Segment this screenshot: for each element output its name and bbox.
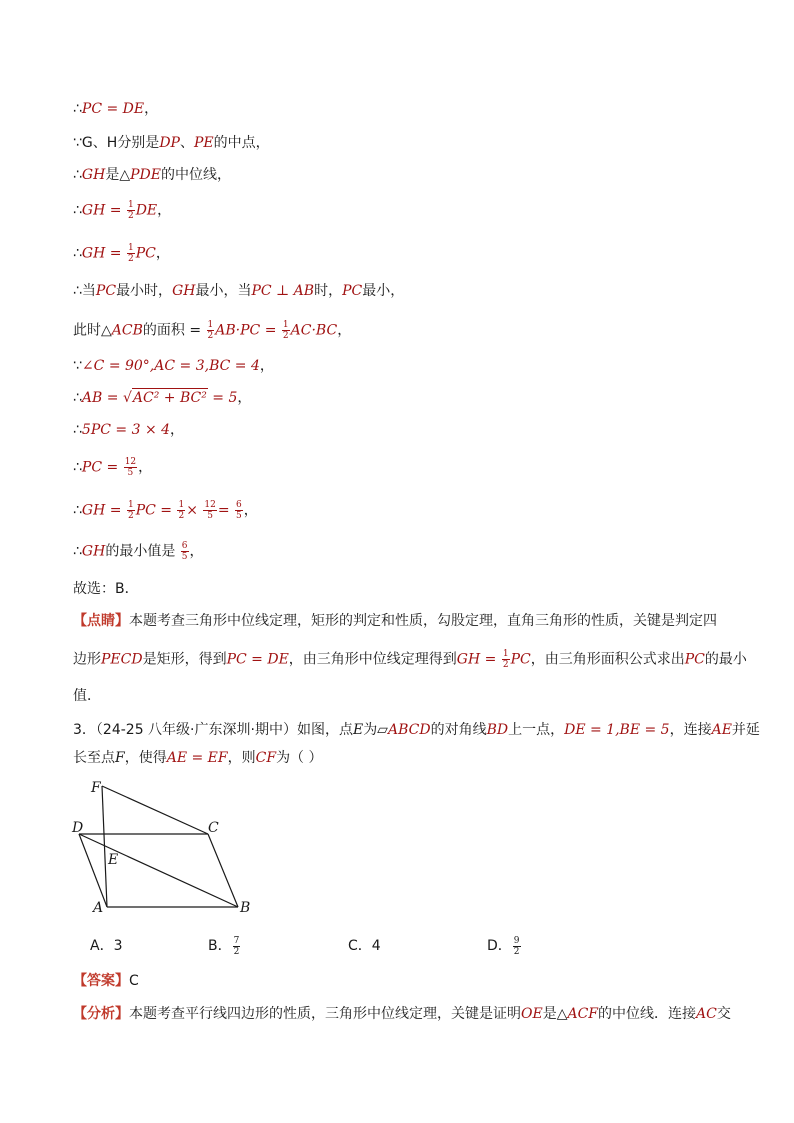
equation: AE = EF — [166, 750, 228, 766]
fraction — [203, 500, 216, 521]
label-d: D — [72, 820, 84, 836]
fraction — [177, 500, 185, 521]
option-d[interactable] — [487, 935, 522, 957]
fraction — [233, 936, 241, 957]
comment-text: 本题考查三角形中位线定理，矩形的判定和性质，勾股定理，直角三角形的性质，关键是判定四 — [129, 613, 717, 629]
equation: PC = DE — [226, 651, 289, 668]
fraction-denominator: 2 — [502, 660, 509, 670]
therefore-symbol: ∴ — [73, 167, 82, 183]
choice-line: 故选：B． — [73, 581, 139, 597]
therefore-symbol: ∴ — [73, 245, 82, 262]
diagonal-bd: BD — [486, 722, 509, 738]
fraction-numerator: 9 — [513, 935, 520, 946]
point-f: F — [115, 750, 125, 766]
step-10 — [73, 421, 184, 439]
step-text: 的中位线， — [160, 167, 231, 183]
point-names: G、H — [81, 135, 118, 151]
label-a: A — [93, 900, 104, 916]
fraction-numerator: 12 — [124, 457, 137, 467]
punctuation: ， — [138, 459, 153, 476]
fraction-numerator: 1 — [127, 243, 134, 253]
option-letter: D． — [487, 938, 512, 954]
equation: 5PC = 3 × 4 — [81, 422, 171, 438]
analysis-line — [73, 1005, 731, 1023]
label-e: E — [108, 852, 119, 868]
fraction-numerator: 6 — [236, 500, 242, 510]
segment-ae: AE — [711, 722, 732, 738]
equation-lhs: AB = — [81, 390, 119, 406]
fraction-denominator: 2 — [207, 331, 214, 341]
because-symbol: ∵ — [73, 135, 82, 151]
step-9 — [73, 388, 251, 407]
segment-cf: CF — [255, 750, 277, 766]
analysis-text: 本题考查平行线四边形的性质，三角形中位线定理，关键是证明 — [129, 1006, 521, 1022]
step-12 — [73, 500, 258, 521]
step-text: 最小时， — [116, 283, 173, 299]
fraction-denominator: 2 — [513, 946, 520, 957]
segment-cb — [208, 834, 238, 907]
therefore-symbol: ∴ — [73, 543, 82, 560]
separator: 、 — [179, 135, 194, 151]
option-letter: C． — [348, 938, 372, 954]
sqrt-sign: √ — [122, 390, 132, 406]
fraction — [207, 320, 215, 341]
comment-line-3: 值． — [73, 688, 101, 704]
fraction-numerator: 6 — [181, 541, 188, 551]
fraction — [127, 500, 135, 521]
question-text: 并延 — [731, 722, 760, 738]
fraction-denominator: 5 — [181, 552, 188, 562]
label-f: F — [91, 780, 101, 796]
option-letter: A． — [90, 938, 114, 954]
comment-line-2 — [73, 649, 747, 670]
parallelogram-abcd: ABCD — [387, 722, 431, 738]
fraction — [127, 200, 135, 221]
perpendicular-expr: PC ⊥ AB — [251, 283, 315, 299]
fraction-denominator: 2 — [127, 211, 134, 221]
comment-tag: 【点睛】 — [73, 613, 129, 629]
step-13 — [73, 541, 204, 562]
segment-gh: GH — [81, 167, 106, 183]
fraction-denominator: 2 — [127, 511, 134, 521]
step-text: 最小，当 — [195, 283, 252, 299]
equation-lhs: PC = — [81, 459, 119, 476]
equation-lhs: GH = — [81, 502, 122, 519]
punctuation: ， — [337, 322, 352, 339]
punctuation: ， — [155, 245, 170, 262]
punctuation: ， — [157, 202, 172, 219]
step-text: 分别是 — [117, 135, 160, 151]
punctuation: ， — [237, 390, 252, 406]
step-text: 此时△ — [73, 322, 112, 339]
fraction — [124, 457, 137, 478]
fraction-numerator: 1 — [282, 320, 289, 330]
option-a[interactable] — [90, 935, 123, 955]
comment-text: ，由三角形面积公式求出 — [530, 651, 685, 668]
given-lengths: DE = 1,BE = 5 — [564, 722, 670, 738]
fraction — [235, 500, 243, 521]
therefore-symbol: ∴ — [73, 202, 82, 219]
answer-value: C — [129, 973, 139, 989]
question-text: 上一点， — [508, 722, 565, 738]
question-source: （24-25 八年级·广东深圳·期中） — [95, 722, 297, 738]
equation-rhs: = 5 — [212, 390, 238, 406]
fraction — [513, 936, 521, 957]
because-symbol: ∵ — [73, 358, 82, 374]
equation-lhs: GH = — [81, 202, 122, 219]
punctuation: ， — [243, 502, 258, 519]
question-line-2 — [73, 749, 323, 767]
segment-fc — [102, 786, 208, 834]
therefore-symbol: ∴ — [73, 422, 82, 438]
label-c: C — [208, 820, 219, 836]
fraction-denominator: 2 — [127, 254, 134, 264]
fraction — [181, 541, 189, 562]
fraction-denominator: 5 — [127, 468, 134, 478]
fraction-denominator: 5 — [236, 511, 242, 521]
step-text: ∴当 — [73, 283, 96, 299]
step-4 — [73, 200, 171, 221]
fraction-numerator: 1 — [502, 649, 509, 659]
option-b[interactable] — [208, 935, 241, 957]
comment-text: 是矩形，得到 — [142, 651, 227, 668]
equation-lhs: GH = — [81, 245, 122, 262]
equation-lhs: GH = — [456, 651, 497, 668]
label-b: B — [240, 900, 251, 916]
segment-gh: GH — [172, 283, 196, 299]
analysis-text: 的中位线．连接 — [598, 1006, 697, 1022]
point-e: E — [352, 722, 364, 738]
step-text: 的面积 = — [142, 322, 202, 339]
comment-text: 的最小 — [704, 651, 747, 668]
punctuation: ， — [189, 543, 204, 560]
fraction-denominator: 5 — [207, 511, 213, 521]
punctuation: ， — [170, 422, 185, 438]
step-text: 的中点， — [213, 135, 270, 151]
equation-part: AB·PC = — [215, 322, 277, 339]
fraction — [502, 649, 510, 670]
step-6 — [73, 282, 404, 300]
geometry-figure — [60, 770, 270, 920]
step-text: 时， — [314, 283, 343, 299]
segment-ac: AC — [696, 1006, 717, 1022]
fraction-denominator: 2 — [282, 331, 289, 341]
analysis-tag: 【分析】 — [73, 1006, 129, 1022]
segment-pc: PC — [342, 283, 363, 299]
step-text: 的最小值是 — [105, 543, 176, 560]
punctuation: ， — [144, 101, 159, 117]
segment-pc: PC — [95, 283, 117, 299]
step-1 — [73, 100, 158, 118]
answer-line — [73, 972, 139, 990]
comment-text: 边形 — [73, 651, 101, 668]
therefore-symbol: ∴ — [73, 101, 82, 117]
option-value: 4 — [371, 938, 381, 954]
fraction-numerator: 7 — [233, 935, 240, 946]
quad-pecd: PECD — [101, 651, 143, 668]
option-c[interactable] — [348, 935, 381, 955]
equation-rhs: PC — [135, 245, 156, 262]
therefore-symbol: ∴ — [73, 459, 82, 476]
segment-gh: GH — [81, 543, 106, 560]
fraction-denominator: 2 — [178, 511, 185, 521]
equation-part: PC = — [135, 502, 172, 519]
step-5 — [73, 243, 170, 264]
question-text: 长至点 — [73, 750, 115, 766]
fraction-numerator: 1 — [207, 320, 214, 330]
step-3 — [73, 166, 231, 184]
comment-line-1 — [73, 612, 717, 630]
option-letter: B． — [208, 938, 232, 954]
step-2 — [73, 134, 270, 152]
times-sign: × — [186, 502, 198, 519]
given-values: ∠C = 90°,AC = 3,BC = 4 — [81, 358, 260, 374]
step-8 — [73, 357, 274, 375]
equals-sign: = — [217, 502, 230, 519]
question-text: 的对角线 — [430, 722, 487, 738]
question-number: 3． — [73, 722, 96, 738]
option-value: 3 — [113, 938, 123, 954]
triangle-acb: ACB — [111, 322, 143, 339]
question-line-1 — [73, 721, 760, 739]
question-text: 为（ ） — [276, 750, 323, 766]
fraction-numerator: 1 — [178, 500, 185, 510]
step-text: 是△ — [105, 167, 131, 183]
therefore-symbol: ∴ — [73, 390, 82, 406]
segment-dp: DP — [159, 135, 180, 151]
step-11 — [73, 457, 152, 478]
step-7 — [73, 320, 351, 341]
triangle-acf: ACF — [567, 1006, 599, 1022]
step-text: 最小， — [362, 283, 405, 299]
segment-oe: OE — [521, 1006, 543, 1022]
answer-tag: 【答案】 — [73, 973, 129, 989]
analysis-text: 交 — [716, 1006, 731, 1022]
segment-pe: PE — [193, 135, 214, 151]
equation-rhs: DE — [135, 202, 158, 219]
radicand: AC² + BC² — [132, 390, 207, 406]
punctuation: ， — [259, 358, 274, 374]
triangle-pde: PDE — [130, 167, 161, 183]
fraction — [282, 320, 290, 341]
question-text: ，连接 — [669, 722, 712, 738]
fraction-numerator: 1 — [127, 500, 134, 510]
question-text: 如图，点 — [296, 722, 353, 738]
equation: PC = DE — [81, 101, 145, 117]
question-text: 为▱ — [363, 722, 388, 738]
equation-part: AC·BC — [290, 322, 338, 339]
comment-text: ，由三角形中位线定理得到 — [288, 651, 457, 668]
segment-pc: PC — [684, 651, 705, 668]
segment-pc: PC — [510, 651, 531, 668]
question-text: ，则 — [227, 750, 256, 766]
fraction — [127, 243, 135, 264]
question-text: ，使得 — [124, 750, 167, 766]
fraction-numerator: 1 — [127, 200, 134, 210]
analysis-text: 是△ — [542, 1006, 568, 1022]
fraction-denominator: 2 — [233, 946, 240, 957]
fraction-numerator: 12 — [204, 500, 216, 510]
therefore-symbol: ∴ — [73, 502, 82, 519]
